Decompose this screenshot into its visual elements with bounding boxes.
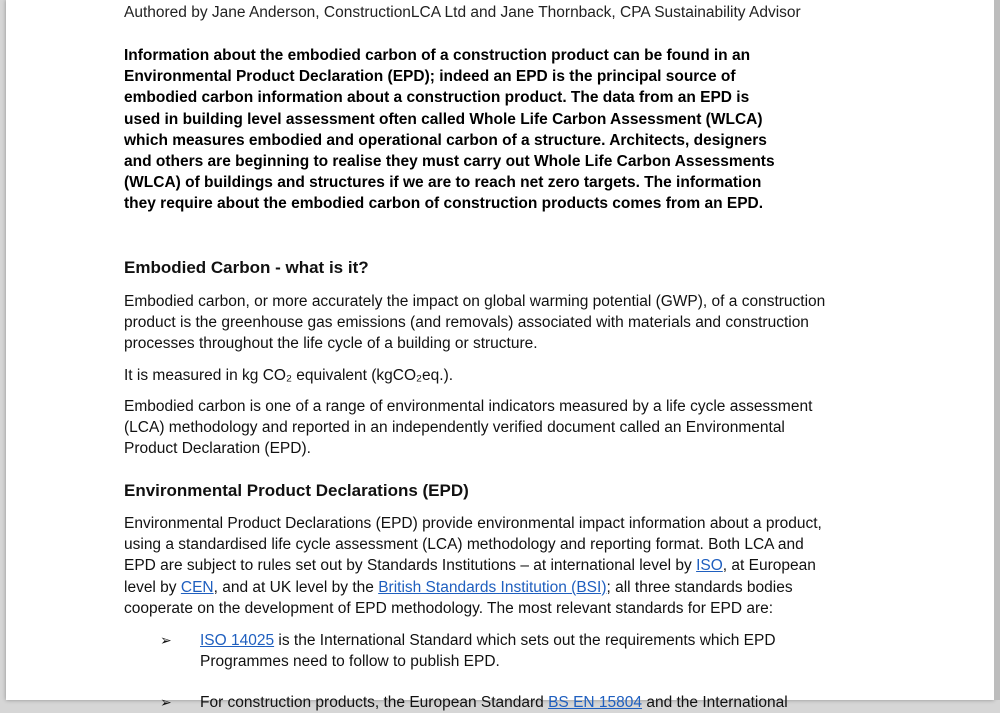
embodied-carbon-paragraph-1 [124, 291, 904, 355]
text-span: ; all three standards bodies [606, 578, 793, 596]
paragraph-line: processes throughout the life cycle of a building or structure. [124, 335, 538, 353]
bullet-text [200, 630, 860, 672]
intro-line: Environmental Product Declaration (EPD); indeed an EPD is the principal source of [124, 68, 736, 86]
intro-line: Information about the embodied carbon of a construction product can be found in an [124, 47, 751, 64]
embodied-carbon-paragraph-3 [124, 396, 904, 460]
iso-14025-link[interactable]: ISO 14025 [200, 632, 275, 649]
embodied-carbon-paragraph-2 [124, 365, 904, 386]
paragraph-line: (LCA) methodology and reported in an independently verified document called an Environmental [124, 419, 785, 437]
iso-link[interactable]: ISO [696, 557, 723, 575]
paragraph-line: Embodied carbon is one of a range of environmental indicators measured by a life cycle assessment [124, 398, 813, 415]
scrollbar[interactable] [994, 0, 1000, 700]
paragraph-line: cooperate on the development of EPD methodology. The most relevant standards for EPD are: [124, 599, 774, 617]
bsi-link[interactable]: British Standards Institution (BSI) [378, 578, 607, 596]
paragraph-line: Embodied carbon, or more accurately the impact on global warming potential (GWP), of a construction [124, 293, 826, 310]
epd-paragraph [124, 513, 904, 619]
embodied-carbon-heading: Embodied Carbon - what is it? [124, 258, 369, 277]
paragraph-line: It is measured in kg CO₂ equivalent (kgCO₂eq.). [124, 367, 454, 384]
arrow-bullet-icon: ➢ [160, 632, 172, 648]
cen-link[interactable]: CEN [180, 578, 214, 596]
text-span: For construction products, the European Standard [200, 694, 549, 711]
bullet-line [200, 630, 860, 651]
text-span: is the International Standard which sets out the requirements which EPD [274, 632, 776, 649]
bs-en-15804-link[interactable]: BS EN 15804 [548, 694, 643, 711]
intro-line: (WLCA) of buildings and structures if we are to reach net zero targets. The information [124, 174, 762, 192]
paragraph-line [124, 577, 904, 598]
paragraph-line: Environmental Product Declarations (EPD) provide environmental impact information about a product, [124, 515, 822, 532]
text-span: level by [124, 578, 181, 596]
document-page [6, 0, 994, 711]
arrow-bullet-icon: ➢ [160, 694, 172, 710]
intro-line: they require about the embodied carbon of construction products comes from an EPD. [124, 195, 764, 213]
author-line: Authored by Jane Anderson, ConstructionLCA Ltd and Jane Thornback, CPA Sustainability Advisor [124, 4, 801, 21]
intro-line: embodied carbon information about a construction product. The data from an EPD is [124, 89, 750, 107]
intro-line: and others are beginning to realise they must carry out Whole Life Carbon Assessments [124, 153, 775, 171]
paragraph-line: Product Declaration (EPD). [124, 440, 311, 458]
intro-paragraph [124, 45, 894, 215]
intro-line: which measures embodied and operational carbon of a structure. Architects, designers [124, 131, 767, 149]
text-span: , at European [722, 557, 816, 575]
text-span: EPD are subject to rules set out by Standards Institutions – at international level by [124, 557, 697, 575]
bullet-text [200, 692, 860, 713]
text-span: and the International [642, 694, 788, 711]
bullet-line: Programmes need to follow to publish EPD. [200, 653, 500, 671]
paragraph-line: product is the greenhouse gas emissions (and removals) associated with materials and construction [124, 314, 809, 332]
bullet-line [200, 692, 860, 713]
epd-heading: Environmental Product Declarations (EPD) [124, 481, 469, 500]
intro-line: used in building level assessment often called Whole Life Carbon Assessment (WLCA) [124, 110, 763, 128]
text-span: , and at UK level by the [213, 578, 379, 596]
paragraph-line [124, 555, 904, 576]
paragraph-line: using a standardised life cycle assessment (LCA) methodology and reporting format. Both LCA and [124, 536, 804, 554]
